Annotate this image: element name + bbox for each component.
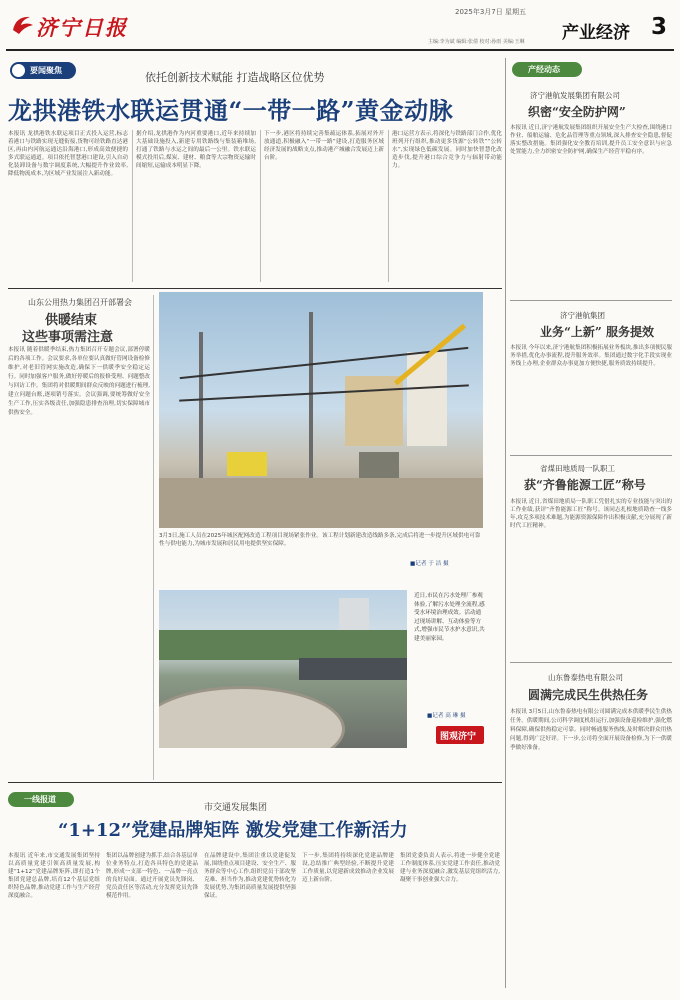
power-tower-left xyxy=(199,332,203,482)
lead-kicker: 依托创新技术赋能 打造战略区位优势 xyxy=(145,71,325,84)
bottom-body-col2: 集团以品牌创建为抓手,结合各基层单位业务特点,打造各具特色的党建品牌,形成一支部一特色、一品牌一亮点的良好局面。通过开展党员先锋岗、党员责任区等活动,充分发挥党员先锋模范作用。 xyxy=(106,853,198,899)
middle-bottom-rule xyxy=(8,782,502,783)
lead-body-col4: 港口运营方表示,将深化与铁路部门合作,优化班列开行组织,推动更多货源“公转铁”“公转水”,实现绿色低碳发展。同时加快智慧化改造步伐,提升港口综合竞争力与辐射带动能力。 xyxy=(392,131,502,169)
story-1-kicker: 济宁港航发展集团有限公司 xyxy=(530,91,620,100)
photo-2-badge xyxy=(436,726,484,744)
bottom-tag xyxy=(8,792,74,807)
newspaper-logo xyxy=(10,10,130,38)
story-1-headline: 织密“安全防护网” xyxy=(528,105,626,119)
story-4-kicker: 山东鲁泰热电有限公司 xyxy=(548,673,623,682)
photo-2-badge-label: 图观济宁 xyxy=(440,732,477,742)
lead-bottom-rule xyxy=(8,288,502,289)
story-1-body: 本报讯 近日,济宁港航发展集团组织开展安全生产大检查,围绕港口作业、船舶运输、危化品管理等重点领域,深入排查安全隐患,督促落实整改措施。集团强化安全教育培训,提升员工安全意识与应急处置能力,全力织密安全防护网,确保生产经营平稳有序。 xyxy=(510,125,672,155)
photo-1-credit: ■记者 于 洁 摄 xyxy=(410,561,449,567)
right-column-tag-label: 产经动态 xyxy=(528,65,560,74)
building-shape xyxy=(345,376,403,446)
divider xyxy=(510,300,672,301)
story-2-headline: 业务“上新” 服务提效 xyxy=(540,325,654,339)
photo-1-caption: 3月3日,施工人员在2025年城区配网改造工程项目现场紧张作业。该工程计划新建改造线路多条,完成后将进一步提升区域供电可靠性与供电能力,为城市发展和居民用电提供坚实保障。 xyxy=(159,533,481,547)
bottom-kicker: 市交通发展集团 xyxy=(204,803,268,813)
bucket-truck xyxy=(227,452,267,476)
story-4-body: 本报讯 3月5日,山东鲁泰热电有限公司圆满完成本供暖季民生供热任务。供暖期间,公司科学调度机组运行,加强设备巡检维护,强化燃料保障,确保供热稳定可靠。同时畅通服务热线,及时解决群众用热问题,得到广泛好评。下一步,公司将全面开展设备检修,为下一供暖季做好准备。 xyxy=(510,709,672,751)
bottom-body-col1: 本报讯 近年来,市交通发展集团坚持以高质量党建引领高质量发展,构建“1+12”党建品牌矩阵,即打造1个集团党建总品牌,培育12个基层党组织特色品牌,推动党建工作与生产经营深度融合。 xyxy=(8,853,100,899)
masthead xyxy=(0,0,680,50)
page-number: 3 xyxy=(651,14,668,40)
lead-column-tag xyxy=(10,62,76,79)
divider xyxy=(153,295,154,780)
story-4-headline: 圆满完成民生供热任务 xyxy=(528,688,649,702)
story-3-headline: 获“齐鲁能源工匠”称号 xyxy=(524,478,646,492)
divider xyxy=(132,130,133,282)
masthead-rule xyxy=(6,49,674,51)
photo-water-plant xyxy=(159,590,407,748)
bottom-headline: “1+12”党建品牌矩阵 激发党建工作新活力 xyxy=(58,820,408,841)
divider xyxy=(510,455,672,456)
bottom-body-col5: 集团党委负责人表示,将进一步健全党建工作制度体系,压实党建工作责任,推动党建与业务深度融合,激发基层党组织活力,凝聚干事创业强大合力。 xyxy=(400,853,500,883)
ground xyxy=(159,478,483,528)
photo-2-credit: ■记者 高 琳 摄 xyxy=(427,713,466,719)
power-tower-right xyxy=(309,312,313,482)
photo-2-caption: 近日,市民在污水处理厂参观体验,了解污水处理全流程,感受水环境治理成效。活动通过现场讲解、互动体验等方式,增强市民节水护水意识,共建美丽家园。 xyxy=(414,593,485,642)
right-column-tag xyxy=(512,62,582,77)
bottom-tag-label: 一线报道 xyxy=(24,795,56,804)
treatment-tank xyxy=(159,686,345,748)
story-2-kicker: 济宁港航集团 xyxy=(560,311,605,320)
bottom-body-col3: 在品牌建设中,集团注重以党建促发展,围绕重点项目建设、安全生产、服务群众等中心工作,组织党员干部攻坚克难、担当作为,推动党建优势转化为发展优势,为集团高质量发展提供坚强保证。 xyxy=(204,853,296,899)
camera-icon xyxy=(12,64,25,77)
divider xyxy=(510,662,672,663)
heating-headline-2: 这些事项需注意 xyxy=(22,330,114,345)
column-tag-label: 要闻聚焦 xyxy=(30,66,62,75)
heating-body: 本报讯 随着供暖季结束,热力集团召开专题会议,部署停暖后的各项工作。会议要求,各单位要认真做好管网设备检修维护,对老旧管网实施改造,确保下一供暖季安全稳定运行。同时加强客户服务,做好停暖后的报修受理、问题整改与回访工作。集团将对供暖期间群众反映的问题进行梳理,建立问题台账,逐项销号落实。会议强调,要统筹做好安全生产工作,压实各级责任,加强隐患排查治理,切实保障城市供热安全。 xyxy=(8,347,150,416)
story-3-kicker: 省煤田地质局一队职工 xyxy=(540,464,615,473)
lead-body-col3: 下一步,港区将持续完善集疏运体系,拓展对外开放通道,积极融入“一带一路”建设,打造服务区域经济发展的战略支点,推动港产城融合发展迈上新台阶。 xyxy=(264,131,384,161)
logo-text: 济宁日报 xyxy=(36,15,128,40)
trees xyxy=(159,630,407,660)
issue-date: 2025年3月7日 星期五 xyxy=(455,8,526,16)
divider xyxy=(388,130,389,282)
lead-headline: 龙拱港铁水联运贯通“一带一路”黄金动脉 xyxy=(8,96,454,125)
main-column-divider xyxy=(505,58,506,988)
story-3-body: 本报讯 近日,省煤田地质局一队职工凭借扎实的专业技能与突出的工作业绩,获评“齐鲁能源工匠”称号。该同志扎根地质勘查一线多年,攻克多项技术难题,为能源资源保障作出积极贡献,充分展现了新时代工匠精神。 xyxy=(510,499,672,529)
heating-headline-1: 供暖结束 xyxy=(45,313,98,328)
story-2-body: 本报讯 今年以来,济宁港航集团积极拓展业务板块,推出多项便民服务举措,优化办事流程,提升服务效率。集团通过数字化手段实现业务线上办理,企业群众办事更加方便快捷,服务质效持续提升。 xyxy=(510,345,672,367)
lead-body-col1: 本报讯 龙拱港铁水联运项目正式投入运营,标志着港口与铁路实现无缝衔接,货物可经铁路直达港区,再由内河航运通达沿海港口,形成高效便捷的多式联运通道。项目依托智慧港口建设,引入自动化装卸设备与数字调度系统,大幅提升作业效率,降低物流成本,为区域产业发展注入新动能。 xyxy=(8,131,128,177)
bottom-body-col4: 下一步,集团将持续深化党建品牌建设,总结推广典型经验,不断提升党建工作质量,以党建新成效推动企业发展迈上新台阶。 xyxy=(302,853,394,883)
lead-body-col2: 据介绍,龙拱港作为内河重要港口,近年来持续加大基础设施投入,新建专用铁路线与集装箱堆场,打通了铁路与水运之间的最后一公里。铁水联运模式投用后,煤炭、建材、粮食等大宗物资运输时间缩短,运输成本明显下降。 xyxy=(136,131,256,169)
crowd xyxy=(299,658,407,680)
heating-kicker: 山东公用热力集团召开部署会 xyxy=(28,298,132,307)
photo-substation xyxy=(159,292,483,528)
section-title: 产业经济 xyxy=(562,23,630,43)
divider xyxy=(260,130,261,282)
logo-emblem-icon xyxy=(10,12,36,38)
editor-line: 主编:李为斌 编辑:张倩 校对:孙雨 美编:王琳 xyxy=(428,39,525,45)
